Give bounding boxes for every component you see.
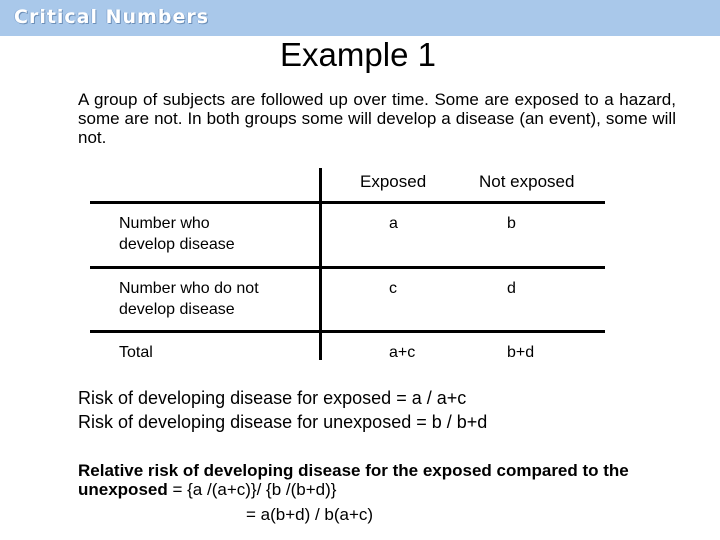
cell-not-exposed-develop: b <box>507 215 516 232</box>
column-header-exposed: Exposed <box>360 172 427 191</box>
cell-exposed-develop: a <box>389 215 398 232</box>
cell-not-exposed-not-develop: d <box>507 280 516 297</box>
row-label-total: Total <box>119 344 153 361</box>
risk-exposed: Risk of developing disease for exposed = a / a+c <box>78 388 467 408</box>
table-divider-bottom <box>90 330 605 333</box>
column-header-not-exposed: Not exposed <box>479 172 575 191</box>
row-label-not-develop: Number who do not develop disease <box>119 280 259 318</box>
relative-risk-simplified: = a(b+d) / b(a+c) <box>246 505 374 524</box>
slide-title: Example 1 <box>280 36 436 73</box>
relative-risk-label: Relative risk of developing disease for the exposed compared to the unexposed <box>78 461 629 499</box>
cell-exposed-not-develop: c <box>389 280 397 297</box>
intro-paragraph: A group of subjects are followed up over time. Some are exposed to a hazard, some are not. In both groups some will develop a disease (an event), some will not. <box>78 90 676 147</box>
table-divider-top <box>90 201 605 204</box>
cell-not-exposed-total: b+d <box>507 344 535 361</box>
header-banner <box>0 0 720 36</box>
relative-risk-statement <box>78 461 678 499</box>
cell-exposed-total: a+c <box>389 344 416 361</box>
table-divider-middle <box>90 266 605 269</box>
banner-title: Critical Numbers <box>14 6 210 28</box>
relative-risk-formula: = {a /(a+c)}/ {b /(b+d)} <box>167 480 337 499</box>
row-label-develop: Number who develop disease <box>119 215 235 253</box>
risk-unexposed: Risk of developing disease for unexposed = b / b+d <box>78 412 488 432</box>
